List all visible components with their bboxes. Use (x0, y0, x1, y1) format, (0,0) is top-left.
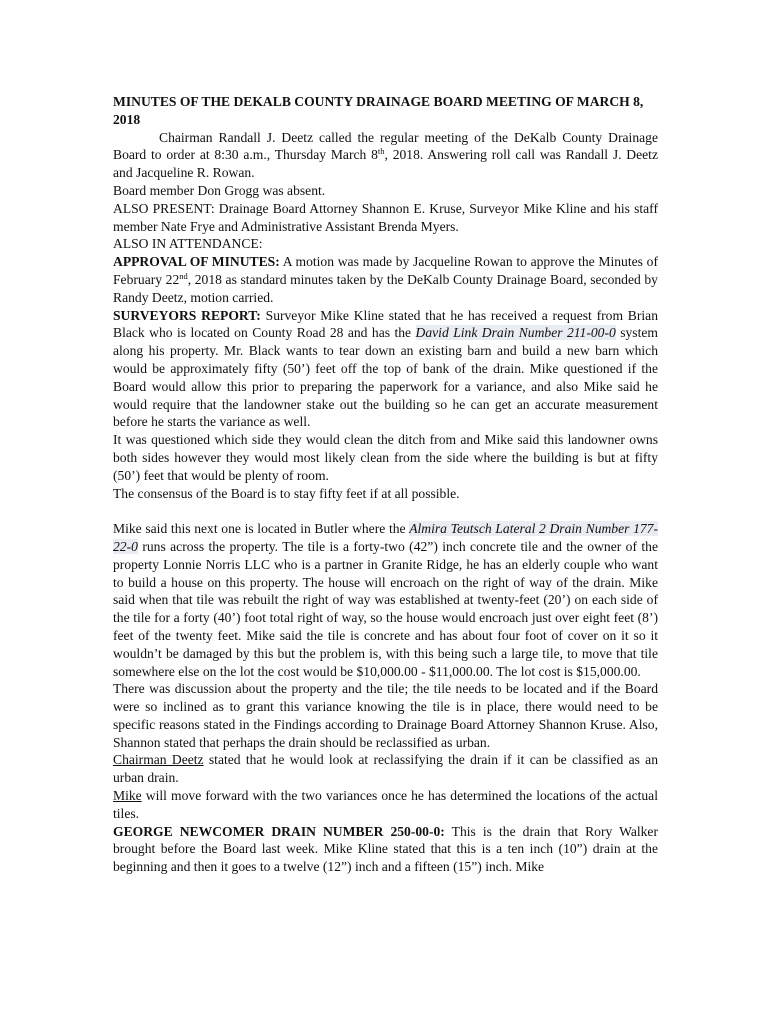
discussion-paragraph: There was discussion about the property and the tile; the tile needs to be located and if the Board were so inclined as to grant this variance knowing the tile is in place, there would need to be specific reasons stated in the Findings according to Drainage Board Attorney Shannon Kruse. Also, Shannon stated that perhaps the drain should be reclassified as urban. (113, 681, 658, 750)
document-title: MINUTES OF THE DEKALB COUNTY DRAINAGE BOARD MEETING OF MARCH 8, 2018 (113, 94, 644, 127)
newcomer-drain-text: This is the drain that Rory Walker brought before the Board last week. Mike Kline stated that this is a ten inch (10”) drain at the beginning and then it goes to a twelve (12”) inch and a fifteen (15”) inch. Mike (113, 823, 658, 875)
call-to-order-paragraph (113, 129, 658, 182)
also-in-attendance-paragraph: ALSO IN ATTENDANCE: (113, 236, 263, 252)
chairman-paragraph (113, 751, 658, 787)
surveyors-report-text-end: system along his property. Mr. Black wants to tear down an existing barn and build a new barn which would be approximately fifty (50’) feet off the top of bank of the drain. Mike questioned if the Board would allow this prior to preparing the paperwork for a variance, and also Mike said he would require that the landowner stake out the building so he can get an accurate measurement before he starts the variance as well. (113, 325, 658, 430)
absent-paragraph: Board member Don Grogg was absent. (113, 182, 326, 198)
approval-text-end: , 2018 as standard minutes taken by the DeKalb County Drainage Board, seconded by Randy Deetz, motion carried. (113, 271, 658, 305)
approval-date-suffix: nd (179, 270, 188, 281)
chairman-text: stated that he would look at reclassifying the drain if it can be classified as an urban drain. (113, 752, 659, 786)
mike-paragraph (113, 787, 658, 823)
david-link-drain-name: David Link Drain Number 211-00-0 (415, 325, 616, 341)
questioned-paragraph: It was questioned which side they would clean the ditch from and Mike said this landowner owns both sides however they would most likely clean from the side where the building is but at fifty (50’) feet that would be plenty of room. (113, 432, 658, 483)
butler-text-end: runs across the property. The tile is a forty-two (42”) inch concrete tile and the owner of the property Lonnie Norris LLC who is a partner in Granite Ridge, he has an elderly couple who want to build a house on this property. The house will encroach on the right of way of the drain. Mike said when that tile was rebuilt the right of way was established at twenty-feet (20’) on each side of the tile for a forty (40’) foot total right of way, so the house would encroach just over eight feet (8’) feet of the twenty feet. Mike said the tile is concrete and has about four foot of cover on it so it wouldn’t be damaged by this but the problem is, with this being such a large tile, to move that tile somewhere else on the lot the cost would be $10,000.00 - $11,000.00. The lot cost is $15,000.00. (113, 538, 658, 679)
also-present-paragraph: ALSO PRESENT: Drainage Board Attorney Shannon E. Kruse, Surveyor Mike Kline and his staff member Nate Frye and Administrative Assistant Brenda Myers. (113, 200, 658, 234)
mike-text: will move forward with the two variances once he has determined the locations of the actual tiles. (113, 788, 658, 821)
mike-underlined: Mike (113, 788, 142, 804)
approval-of-minutes-paragraph (113, 253, 658, 306)
butler-paragraph (113, 520, 658, 680)
almira-teutsch-drain-name: Almira Teutsch Lateral 2 Drain Number 177-22-0 (113, 521, 659, 554)
date-suffix: th (377, 146, 385, 157)
newcomer-drain-heading: GEORGE NEWCOMER DRAIN NUMBER 250-00-0: (113, 823, 445, 839)
approval-text: A motion was made by Jacqueline Rowan to approve the Minutes of February 22 (113, 254, 658, 287)
consensus-paragraph: The consensus of the Board is to stay fifty feet if at all possible. (113, 485, 460, 501)
paragraph-spacer (113, 502, 658, 520)
newcomer-drain-paragraph (113, 823, 658, 876)
approval-heading: APPROVAL OF MINUTES: (113, 254, 280, 270)
chairman-deetz-underlined: Chairman Deetz (113, 752, 204, 768)
surveyors-report-heading: SURVEYORS REPORT: (113, 307, 261, 323)
surveyors-report-paragraph (113, 307, 658, 432)
call-to-order-text: Chairman Randall J. Deetz called the regular meeting of the DeKalb County Drainage Board to order at 8:30 a.m., Thursday March 8 (113, 129, 658, 163)
roll-call-text: , 2018. Answering roll call was Randall J. Deetz and Jacqueline R. Rowan. (113, 147, 658, 181)
minutes-document (113, 93, 658, 876)
surveyors-report-text: Surveyor Mike Kline stated that he has received a request from Brian Black who is located on County Road 28 and has the (113, 307, 659, 341)
butler-text: Mike said this next one is located in Butler where the (113, 521, 410, 537)
